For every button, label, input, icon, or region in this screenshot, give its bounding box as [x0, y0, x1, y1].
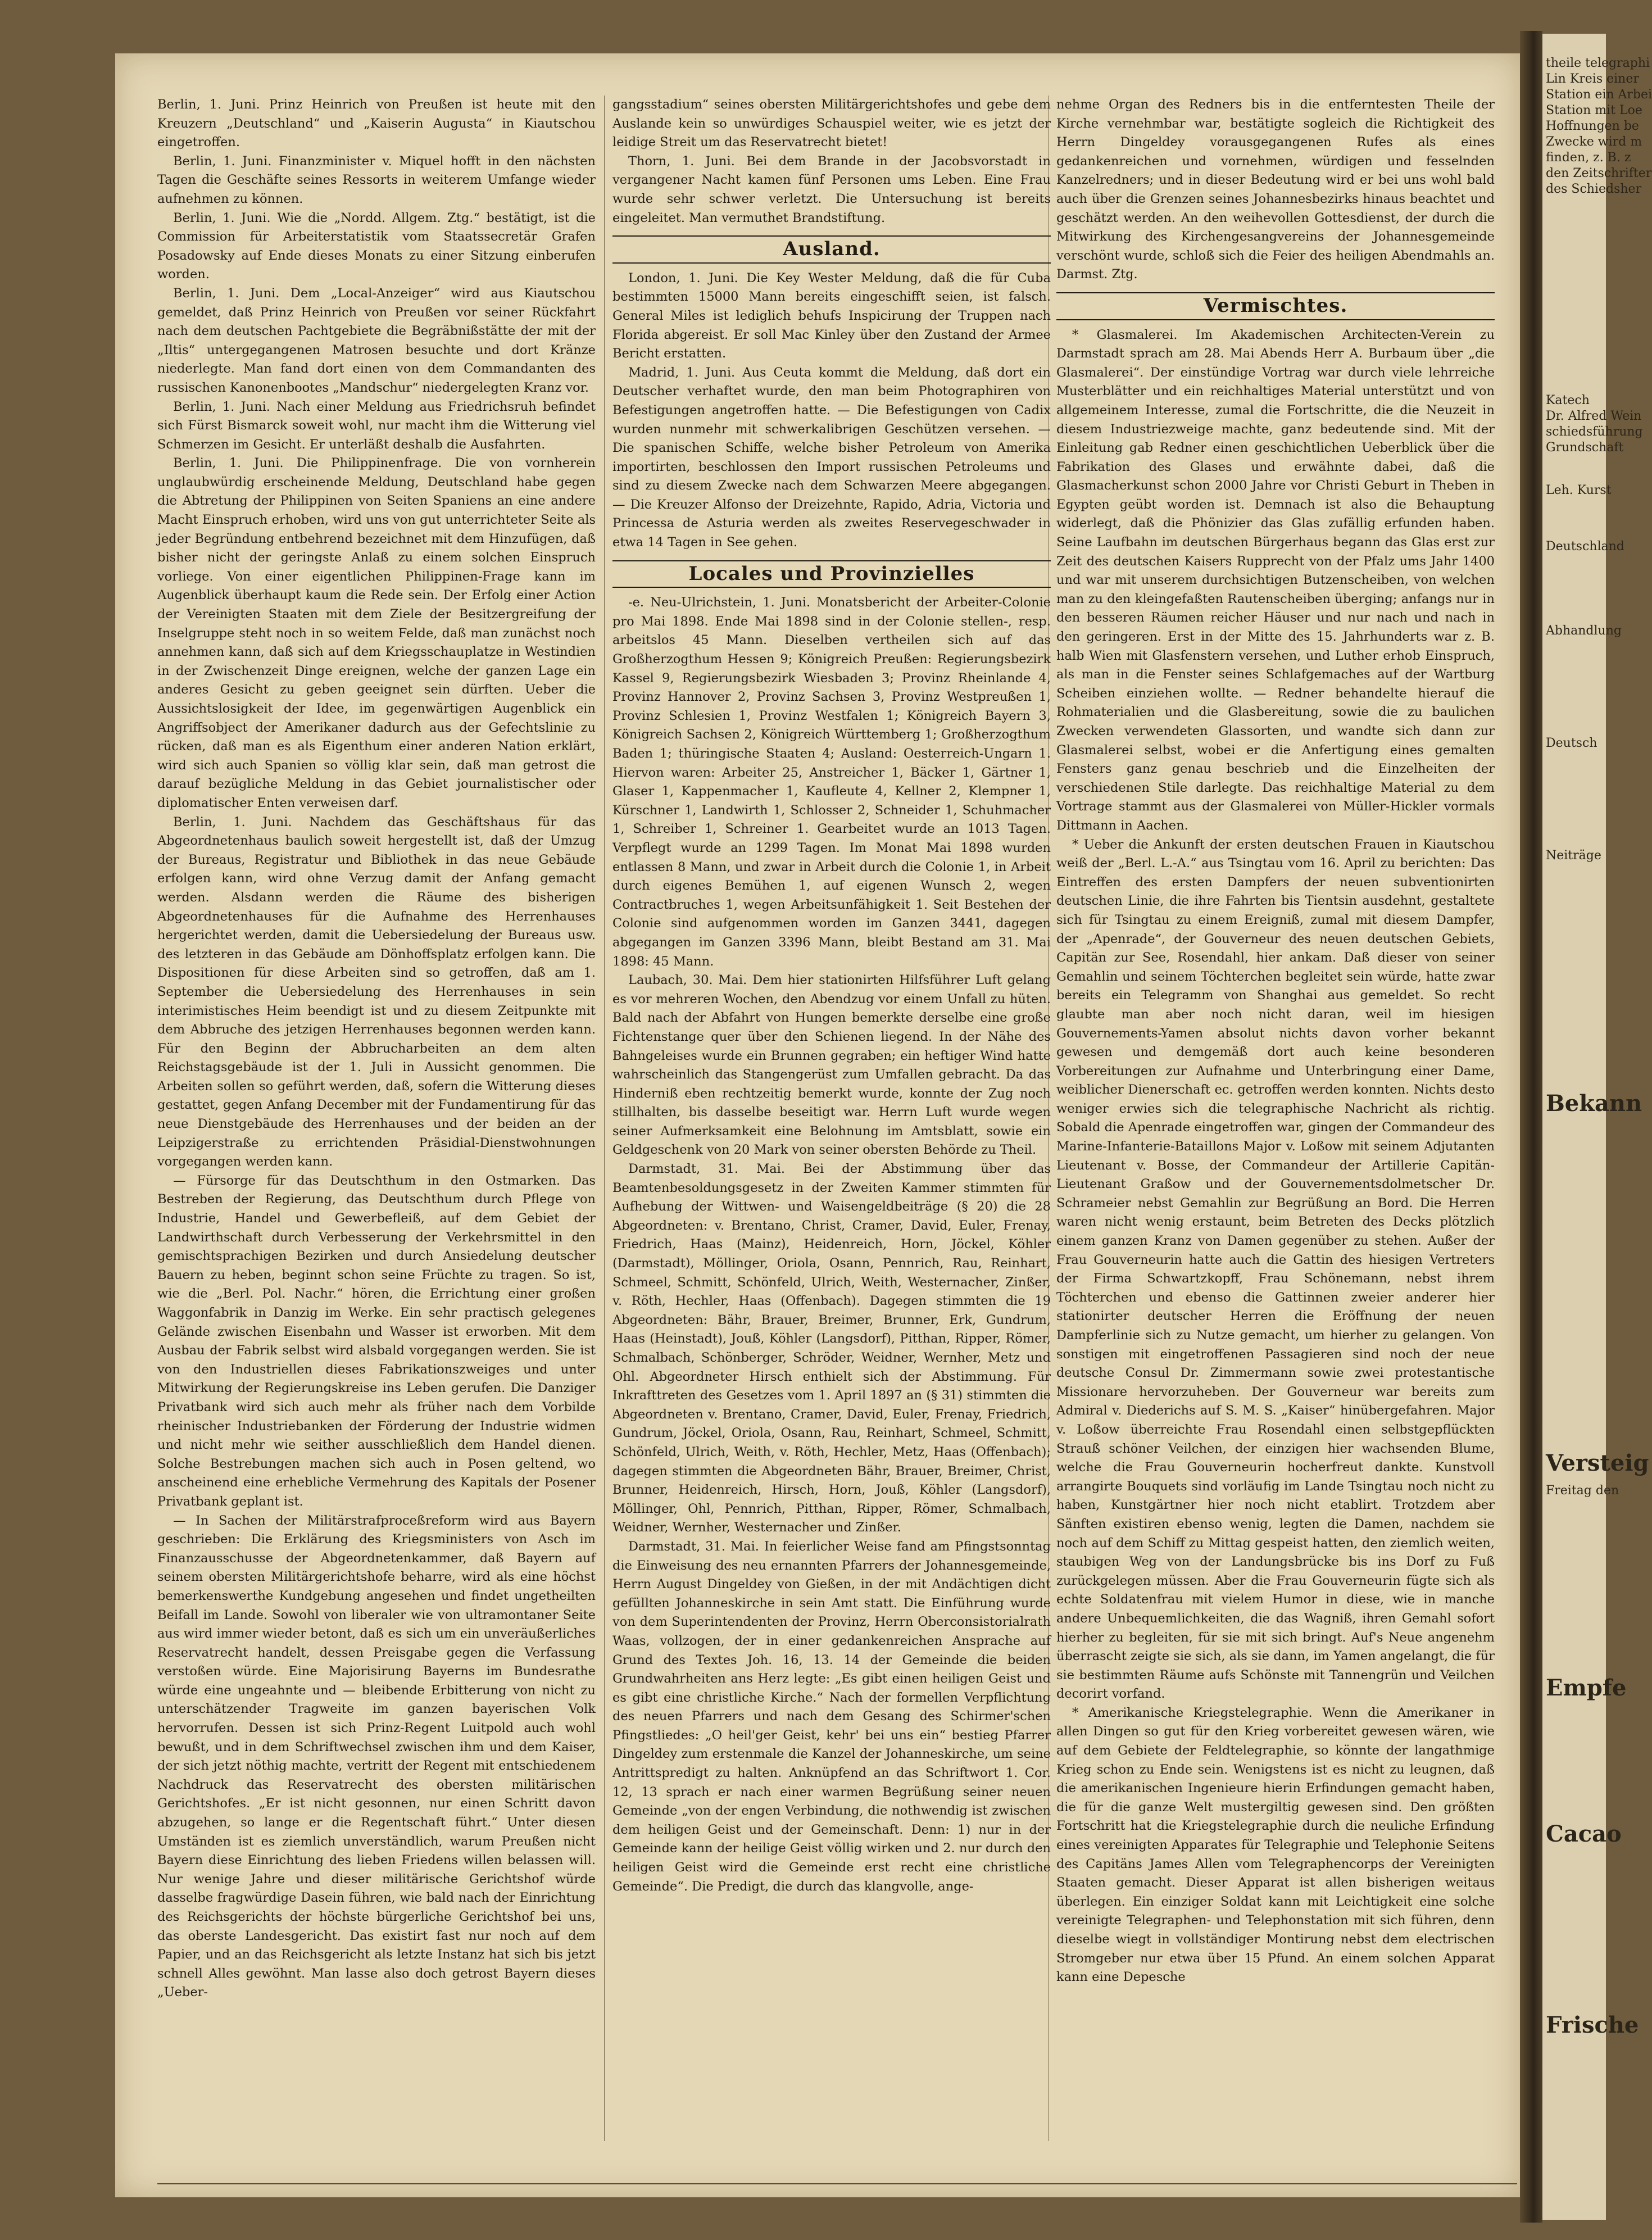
news-item: * Ueber die Ankunft der ersten deutschen Frauen in Kiautschou weiß der „Berl. L.-A.“ aus Tsingtau vom 16. April zu berichten: Das Eintreffen des ersten Dampfers der neuen subventionirten deutschen Linie, die ihre Fahrten bis Tientsin ausdehnt, gestaltete sich für Tsingtau zu einem Ereigniß, zumal mit diesem Dampfer, der „Apenrade“, der Gouverneur des neuen deutschen Gebiets, Capitän zur See, Rosendahl, hier ankam. Daß dieser von seiner Gemahlin und seinem Töchterchen begleitet sein würde, hatte zwar bereits ein Telegramm von Shanghai aus gemeldet. So recht glaubte man aber noch nicht daran, weil im hiesigen Gouvernements-Yamen absolut nichts davon vorher bekannt gewesen und demgemäß dort auch keine besonderen Vorbereitungen zur Aufnahme und Unterbringung einer Dame, weiblicher Dienerschaft ec. getroffen werden konnten. Nichts desto weniger erwies sich die telegraphische Nachricht als richtig. Sobald die Apenrade eingetroffen war, gingen der Commandeur des Marine-Infanterie-Bataillons Major v. Loßow mit seinem Adjutanten Lieutenant v. Bosse, der Commandeur der Artillerie Capitän-Lieutenant Graßow und der Gouvernementsdolmetscher Dr. Schrameier nebst Gemahlin zur Begrüßung an Bord. Die Herren waren nicht wenig erstaunt, beim Betreten des Decks plötzlich einem ganzen Kranz von Damen gegenüber zu stehen. Außer der Frau Gouverneurin hatte auch die Gattin des hiesigen Vertreters der Firma Schwartzkopff, Frau Schönemann, nebst ihrem Töchterchen und ebenso die Gattinnen zweier anderer hier stationirter deutscher Herren die Eröffnung der neuen Dampferlinie sich zu Nutze gemacht, um hierher zu gelangen. Von sonstigen mit eingetroffenen Passagieren sind noch der neue deutsche Consul Dr. Zimmermann sowie zwei protestantische Missionare hervorzuheben. Der Gouverneur war bereits zum Admiral v. Diederichs auf S. M. S. „Kaiser“ hinübergefahren. Major v. Loßow überreichte Frau Rosendahl einen selbstgepflückten Strauß schöner Veilchen, der einzigen hier wachsenden Blume, welche die Frau Gouverneurin hocherfreut dankte. Kunstvoll arrangirte Bouquets sind vorläufig im Lande Tsingtau noch nicht zu haben, Kunstgärtner hier noch nicht etablirt. Trotzdem aber Sänften existiren ebenso wenig, legten die Damen, nachdem sie noch auf dem Schiff zu Mittag gespeist hatten, den ziemlich weiten, staubigen Weg von der Landungsbrücke bis ins Dorf zu Fuß zurückgelegen müssen. Aber die Frau Gouverneurin fügte sich als echte Soldatenfrau mit vielem Humor in diese, wie in manche andere Unbequemlichkeiten, die das Wagniß, ihren Gemahl sofort hierher zu begleiten, für sie mit sich bringt. Auf's Neue angenehm überrascht zeigte sie sich, als sie dann, im Yamen angelangt, die für sie bestimmten Räume aufs Schönste mit Tannengrün und Veilchen decorirt vorfand.: [1056, 837, 1495, 1702]
edge-fragment: Abhandlung: [1546, 624, 1622, 638]
section-heading-locales: Locales und Provinzielles: [612, 560, 1051, 588]
edge-fragment: Station mit Loe: [1546, 103, 1642, 117]
news-item: * Glasmalerei. Im Akademischen Architecten-Verein zu Darmstadt sprach am 28. Mai Abends Herr A. Burbaum über „die Glasmalerei“. Der einstündige Vortrag war durch viele lehrreiche Musterblätter und ein reichhaltiges Material unterstützt und von allgemeinem Interesse, zumal die Fortschritte, die die Neuzeit in diesem Industriezweige machte, ganz bedeutende sind. Mit der Einleitung gab Redner einen geschichtlichen Ueberblick über die Fabrikation des Glases und erwähnte dabei, daß die Glasmacherkunst schon 2000 Jahre vor Christi Geburt in Theben in Egypten geübt worden ist. Demnach ist also die Behauptung widerlegt, daß die Phönizier das Glas zufällig erfunden haben. Seine Laufbahn im deutschen Bürgerhaus begann das Glas erst zur Zeit des deutschen Kaisers Rupprecht von der Pfalz ums Jahr 1400 und war mit unserem durchsichtigen Butzenscheiben, von welchen man zu den kleingefaßten Rautenscheiben überging; anfangs nur in den besseren Räumen reicher Häuser und nur nach und nach in den geringeren. Erst in der Mitte des 15. Jahrhunderts war z. B. halb Wien mit Glasfenstern versehen, und Luther erhob Einspruch, als man in die Fenster seines Schlafgemaches auf der Wartburg Scheiben einziehen wollte. — Redner behandelte hierauf die Rohmaterialien und die Glasbereitung, sowie die zu baulichen Zwecken verwendeten Glassorten, und wandte sich dann zur Glasmalerei selbst, wobei er die Anfertigung eines gemalten Fensters ganz genau beschrieb und die Einzelheiten der verschiedenen Stile darlegte. Das reichhaltige Material zu dem Vortrage stammt aus der Glasmalerei von Müller-Hickler vormals Dittmann in Aachen.: [1056, 327, 1495, 833]
column-3: [1056, 96, 1495, 2147]
edge-fragment: Freitag den: [1546, 1484, 1619, 1498]
edge-fragment: Grundschaft: [1546, 441, 1624, 455]
news-item: — Fürsorge für das Deutschthum in den Ostmarken. Das Bestreben der Regierung, das Deutschthum durch Pflege von Industrie, Handel und Gewerbefleiß, auf dem Gebiet der Landwirthschaft durch Verbesserung der Verkehrsmittel in den gemischtsprachigen Bezirken und durch Ansiedelung deutscher Bauern zu heben, beginnt schon seine Früchte zu tragen. So ist, wie die „Berl. Pol. Nachr.“ hören, die Errichtung einer großen Waggonfabrik in Danzig im Werke. Ein sehr practisch gelegenes Gelände zwischen Eisenbahn und Wasser ist erworben. Mit dem Ausbau der Fabrik selbst wird alsbald vorgegangen werden. Sie ist von den Industriellen dieses Fabrikationszweiges und unter Mitwirkung der Regierungskreise ins Leben gerufen. Die Danziger Privatbank wird sich auch mehr als früher nach dem Vorbilde rheinischer Industriebanken der Förderung der Industrie widmen und nicht mehr wie seither ausschließlich dem Handel dienen. Solche Bestrebungen machen sich auch in Posen geltend, wo anscheinend eine erhebliche Vermehrung des Kapitals der Posener Privatbank geplant ist.: [157, 1173, 596, 1509]
edge-fragment: Hoffnungen be: [1546, 119, 1639, 133]
edge-fragment: Zwecke wird m: [1546, 135, 1642, 149]
news-item: Madrid, 1. Juni. Aus Ceuta kommt die Meldung, daß dort ein Deutscher verhaftet wurde, den man beim Photographiren von Befestigungen angetroffen hatte. — Die Befestigungen von Cadix wurden nunmehr mit schwerkalibrigen Geschützen versehen. — Die spanischen Schiffe, welche bisher Petroleum von Amerika importirten, beschlossen den Import russischen Petroleums und sind zu diesem Zwecke nach dem Schwarzen Meere abgegangen. — Die Kreuzer Alfonso der Dreizehnte, Rapido, Adria, Victoria und Princessa de Asturia werden als zweites Reservegeschwader in etwa 14 Tagen in See gehen.: [612, 365, 1051, 550]
edge-fragment: Deutschland: [1546, 539, 1624, 554]
section-heading-vermischtes: Vermischtes.: [1056, 292, 1495, 320]
edge-fragment: Empfe: [1546, 1675, 1627, 1701]
edge-fragment: den Zeitschrifter: [1546, 166, 1652, 180]
column-rule: [604, 96, 605, 2141]
news-item: Berlin, 1. Juni. Finanzminister v. Miquel hofft in den nächsten Tagen die Geschäfte seines Ressorts in weiterem Umfange wieder aufnehmen zu können.: [157, 153, 596, 206]
edge-fragment: Frische: [1546, 2012, 1639, 2038]
news-item: Laubach, 30. Mai. Dem hier stationirten Hilfsführer Luft gelang es vor mehreren Wochen, den Abendzug vor einem Unfall zu hüten. Bald nach der Abfahrt von Hungen bemerkte derselbe eine große Fichtenstange quer über den Schienen liegend. In der Nähe des Bahngeleises wurde ein Brunnen gegraben; ein heftiger Wind hatte wahrscheinlich das Stangengerüst zum Umfallen gebracht. Da das Hinderniß eben rechtzeitig bemerkt wurde, konnte der Zug noch stillhalten, bis dasselbe beseitigt war. Herrn Luft wurde wegen seiner Aufmerksamkeit eine Belohnung im Amtsblatt, sowie ein Geldgeschenk von 20 Mark von seiner obersten Behörde zu Theil.: [612, 973, 1051, 1158]
column-2: [612, 96, 1051, 2147]
edge-fragment: Bekann: [1546, 1090, 1642, 1117]
news-item: London, 1. Juni. Die Key Wester Meldung, daß die für Cuba bestimmten 15000 Mann bereits eingeschifft seien, ist falsch. General Miles ist lediglich behufs Inspicirung der Truppen nach Florida abgereist. Er soll Mac Kinley über den Zustand der Armee Bericht erstatten.: [612, 270, 1051, 361]
news-item: nehme Organ des Redners bis in die entferntesten Theile der Kirche vernehmbar war, bestätigte sogleich die Richtigkeit des Herrn Dingeldey vorausgegangenen Rufes als eines gedankenreichen und vornehmen, würdigen und fesselnden Kanzelredners; und in dieser Bedeutung wird er bei uns wohl bald auch über die Grenzen seines Johannesbezirks hinaus beachtet und geschätzt werden. An den weihevollen Gottesdienst, der durch die Mitwirkung des Kirchengesangvereins der Johannesgemeinde verschönt wurde, schloß sich die Feier des heiligen Abendmahls an. Darmst. Ztg.: [1056, 97, 1495, 282]
edge-fragment: Katech: [1546, 393, 1590, 407]
edge-fragment: finden, z. B. z: [1546, 151, 1631, 165]
edge-fragment: Versteig: [1546, 1450, 1649, 1476]
edge-fragment: Neiträge: [1546, 849, 1601, 863]
news-item: Darmstadt, 31. Mai. Bei der Abstimmung über das Beamtenbesoldungsgesetz in der Zweiten Kammer stimmten für Aufhebung der Wittwen- und Waisengeldbeiträge (§ 20) die 28 Abgeordneten: v. Brentano, Christ, Cramer, David, Euler, Frenay, Friedrich, Haas (Mainz), Heidenreich, Horn, Jöckel, Köhler (Darmstadt), Möllinger, Oriola, Osann, Pennrich, Rau, Reinhart, Schmeel, Schmitt, Schönfeld, Ulrich, Weith, Westernacher, Zinßer, v. Röth, Hechler, Haas (Offenbach). Dagegen stimmten die 19 Abgeordneten: Bähr, Brauer, Breimer, Brunner, Erk, Gundrum, Haas (Heinstadt), Jouß, Köhler (Langsdorf), Pitthan, Ripper, Römer, Schmalbach, Schönberger, Schröder, Weidner, Wernher, Metz und Ohl. Abgeordneter Hirsch enthielt sich der Abstimmung. Für Inkrafttreten des Gesetzes vom 1. April 1897 an (§ 31) stimmten die Abgeordneten v. Brentano, Cramer, David, Euler, Frenay, Friedrich, Gundrum, Jöckel, Oriola, Osann, Rau, Reinhart, Schmeel, Schmitt, Schönfeld, Ulrich, Weith, v. Röth, Hechler, Metz, Haas (Offenbach); dagegen stimmten die Abgeordneten Bähr, Brauer, Breimer, Christ, Brunner, Heidenreich, Hirsch, Horn, Jouß, Köhler (Langsdorf), Möllinger, Ohl, Pennrich, Pitthan, Ripper, Römer, Schmalbach, Weidner, Wernher, Westernacher und Zinßer.: [612, 1162, 1051, 1535]
news-item: * Amerikanische Kriegstelegraphie. Wenn die Amerikaner in allen Dingen so gut für den Krieg vorbereitet gewesen wären, wie auf dem Gebiete der Feldtelegraphie, so könnte der langathmige Krieg schon zu Ende sein. Wenigstens ist es nicht zu leugnen, daß die amerikanischen Ingenieure hierin Erfindungen gemacht haben, die für die ganze Welt mustergiltig gewesen sind. Den größten Fortschritt hat die Kriegstelegraphie durch die neuliche Erfindung eines vereinigten Apparates für Telegraphie und Telephonie Seitens des Capitäns James Allen vom Telegraphencorps der Vereinigten Staaten gemacht. Dieser Apparat ist allen bisherigen weitaus überlegen. Ein einziger Soldat kann mit Leichtigkeit eine solche vereinigte Telegraphen- und Telephonstation mit sich führen, denn dieselbe wiegt in vollständiger Montirung nebst dem electrischen Stromgeber nur etwa über 15 Pfund. An einem solchen Apparat kann eine Depesche: [1056, 1705, 1495, 1985]
news-item: — In Sachen der Militärstrafproceßreform wird aus Bayern geschrieben: Die Erklärung des Kriegsministers von Asch im Finanzausschusse der Abgeordnetenkammer, daß Bayern auf seinem obersten Militärgerichtshofe beharre, wird als eine höchst bemerkenswerthe Kundgebung angesehen und findet ungetheilten Beifall im Lande. Sowohl von liberaler wie von ultramontaner Seite aus wird immer wieder betont, daß es sich um ein unveräußerliches Reservatrecht handelt, dessen Preisgabe gegen die Verfassung verstoßen würde. Eine Majorisirung Bayerns im Bundesrathe würde eine ungeahnte und — bleibende Erbitterung von nicht zu unterschätzender Tragweite im ganzen bayerischen Volk hervorrufen. Dessen ist sich Prinz-Regent Luitpold auch wohl bewußt, und in dem Schriftwechsel zwischen ihm und dem Kaiser, der sich jetzt nöthig machte, vertritt der Regent mit entschiedenem Nachdruck das Reservatrecht des obersten militärischen Gerichtshofes. „Er ist nicht gesonnen, nur einen Schritt davon abzugehen, so lange er die Regentschaft führt.“ Unter diesen Umständen ist es ziemlich unverständlich, warum Preußen nicht Bayern diese Einrichtung des lieben Friedens willen belassen will. Nur wenige Jahre und dieser militärische Gerichtshof würde dasselbe fragwürdige Dasein führen, wie bald nach der Einrichtung des Reichsgerichts der höchste bürgerliche Gerichtshof bei uns, das oberste Landesgericht. Das existirt fast nur noch auf dem Papier, und an das Reichsgericht als letzte Instanz hat sich bis jetzt schnell Alles gewöhnt. Man lasse also doch getrost Bayern dieses „Ueber-: [157, 1513, 596, 2000]
edge-fragment: Dr. Alfred Wein: [1546, 409, 1642, 423]
book-gutter: [1520, 31, 1542, 2223]
edge-fragment: Deutsch: [1546, 736, 1597, 750]
news-item: Berlin, 1. Juni. Die Philippinenfrage. Die von vornherein unglaubwürdig erscheinende Meldung, Deutschland habe gegen die Abtretung der Philippinen von Seiten Spaniens an eine andere Macht Einspruch erhoben, wird uns von gut unterrichteter Seite als jeder Begründung entbehrend bezeichnet mit dem Hinzufügen, daß bisher nicht der geringste Anlaß zu einem solchen Einspruch vorliege. Von einer eigentlichen Philippinen-Frage kann im Augenblick überhaupt kaum die Rede sein. Der Erfolg einer Action der Vereinigten Staaten mit dem Ziele der Besitzergreifung der Inselgruppe steht noch in so weitem Felde, daß man zunächst noch annehmen kann, daß sich auf dem Kriegsschauplatze in Westindien in der Zwischenzeit Dinge ereignen, welche der ganzen Lage ein anderes Gesicht zu geben geeignet sein dürften. Ueber die Aussichtslosigkeit der Idee, im gegenwärtigen Augenblick ein Angriffsobject der Amerikaner dadurch aus der Gefechtslinie zu rücken, daß man es als Eigenthum einer anderen Nation erklärt, wird sich auch Spanien so völlig klar sein, daß man getrost die darauf bezügliche Meldung in das Gebiet journalistischer oder diplomatischer Enten verweisen darf.: [157, 456, 596, 810]
news-item: Berlin, 1. Juni. Wie die „Nordd. Allgem. Ztg.“ bestätigt, ist die Commission für Arbeiterstatistik vom Staatssecretär Grafen Posadowsky auf Ende dieses Monats zu einer Sitzung einberufen worden.: [157, 210, 596, 282]
news-item: Berlin, 1. Juni. Nachdem das Geschäftshaus für das Abgeordnetenhaus baulich soweit hergestellt ist, daß der Umzug der Bureaus, Registratur und Bibliothek in das neue Gebäude erfolgen kann, wird ohne Verzug damit der Anfang gemacht werden. Alsdann werden die Räume des bisherigen Abgeordnetenhauses für die Aufnahme des Herrenhauses hergerichtet werden, damit die Uebersiedelung der Bureaus usw. des letzteren in das Gebäude am Dönhoffsplatz erfolgen kann. Die Dispositionen für diese Arbeiten sind so getroffen, daß am 1. September die Uebersiedelung des Herrenhauses in sein interimistisches Heim beendigt ist und zu diesem Zeitpunkte mit dem Abbruche des jetzigen Herrenhauses begonnen werden kann. Für den Beginn der Abbrucharbeiten an dem alten Reichstagsgebäude ist der 1. Juli in Aussicht genommen. Die Arbeiten sollen so geführt werden, daß, sofern die Witterung dieses gestattet, gegen Anfang December mit der Fundamentirung für das neue Dienstgebäude des Herrenhauses und der beiden an der Leipzigerstraße zu errichtenden Präsidial-Dienstwohnungen vorgegangen werden kann.: [157, 814, 596, 1169]
adjacent-page-edge: [1542, 34, 1652, 2220]
news-item: Berlin, 1. Juni. Nach einer Meldung aus Friedrichsruh befindet sich Fürst Bismarck soweit wohl, nur macht ihm die Witterung viel Schmerzen im Gesicht. Er unterläßt deshalb die Ausfahrten.: [157, 399, 596, 452]
news-item: Berlin, 1. Juni. Prinz Heinrich von Preußen ist heute mit den Kreuzern „Deutschland“ und „Kaiserin Augusta“ in Kiautschou eingetroffen.: [157, 97, 596, 150]
edge-fragment: Lin Kreis einer: [1546, 72, 1639, 86]
news-item: Darmstadt, 31. Mai. In feierlicher Weise fand am Pfingstsonntag die Einweisung des neu ernannten Pfarrers der Johannesgemeinde, Herrn August Dingeldey von Gießen, in der mit Andächtigen dicht gefüllten Johanneskirche in sein Amt statt. Die Einführung wurde von dem Superintendenten der Provinz, Herrn Oberconsistorialrath Waas, vollzogen, der in einer gedankenreichen Ansprache auf Grund des Textes Joh. 16, 13. 14 der Gemeinde die beiden Grundwahrheiten ans Herz legte: „Es gibt einen heiligen Geist und es gibt eine christliche Kirche.“ Nach der formellen Verpflichtung des neuen Pfarrers und nach dem Gesang des Schirmer'schen Pfingstliedes: „O heil'ger Geist, kehr' bei uns ein“ bestieg Pfarrer Dingeldey zum erstenmale die Kanzel der Johanneskirche, um seine Antrittspredigt zu halten. Anknüpfend an das Schriftwort 1. Cor. 12, 13 sprach er nach einer warmen Begrüßung seiner neuen Gemeinde „von der engen Verbindung, die nothwendig ist zwischen dem heiligen Geist und der Gemeinschaft. Denn: 1) nur in der Gemeinde kann der heilige Geist völlig wirken und 2. nur durch den heiligen Geist wird die Gemeinde erst recht eine christliche Gemeinde“. Die Predigt, die durch das klangvolle, ange-: [612, 1539, 1051, 1894]
edge-fragment: Leh. Kurst: [1546, 483, 1612, 497]
edge-fragment: des Schiedsher: [1546, 182, 1642, 196]
edge-fragment: theile telegraphi: [1546, 56, 1650, 70]
edge-fragment: Station ein Arbei: [1546, 88, 1652, 102]
section-heading-ausland: Ausland.: [612, 235, 1051, 264]
news-item: -e. Neu-Ulrichstein, 1. Juni. Monatsbericht der Arbeiter-Colonie pro Mai 1898. Ende Mai 1898 sind in der Colonie stellen-, resp. arbeitslos 45 Mann. Dieselben vertheilen sich auf das Großherzogthum Hessen 9; Königreich Preußen: Regierungsbezirk Kassel 9, Regierungsbezirk Wiesbaden 3; Provinz Rheinlande 4, Provinz Hannover 2, Provinz Sachsen 3, Provinz Westpreußen 1, Provinz Schlesien 1, Provinz Westfalen 1; Königreich Bayern 3, Königreich Sachsen 2, Königreich Württemberg 1; Großherzogthum Baden 1; thüringische Staaten 4; Ausland: Oesterreich-Ungarn 1. Hiervon waren: Arbeiter 25, Anstreicher 1, Bäcker 1, Gärtner 1, Glaser 1, Kappenmacher 1, Kaufleute 4, Kellner 2, Klempner 1, Kürschner 1, Landwirth 1, Schlosser 2, Schneider 1, Schuhmacher 1, Schreiber 1, Schreiner 1. Gearbeitet wurde an 1013 Tagen. Verpflegt wurde an 1299 Tagen. Im Monat Mai 1898 wurden entlassen 8 Mann, und zwar in Arbeit durch die Colonie 1, in Arbeit durch eigenes Bemühen 1, auf eigenen Wunsch 2, wegen Contractbruches 1, wegen Arbeitsunfähigkeit 1. Seit Bestehen der Colonie sind aufgenommen worden im Ganzen 3441, dagegen abgegangen im Ganzen 3396 Mann, bleibt Bestand am 31. Mai 1898: 45 Mann.: [612, 595, 1051, 969]
news-item: gangsstadium“ seines obersten Militärgerichtshofes und gebe dem Auslande kein so unwürdiges Schauspiel weiter, wie es jetzt der leidige Streit um das Reservatrecht bietet!: [612, 97, 1051, 150]
column-1: [157, 96, 596, 2147]
edge-fragment: Cacao: [1546, 1821, 1622, 1847]
news-item: Berlin, 1. Juni. Dem „Local-Anzeiger“ wird aus Kiautschou gemeldet, daß Prinz Heinrich von Preußen vor seiner Rückfahrt nach dem deutschen Pachtgebiete die Begräbnißstätte der mit der „Iltis“ untergegangenen Matrosen besuchte und dort Kränze niederlegte. Man fand dort einen von dem Commandanten des russischen Kanonenbootes „Mandschur“ niedergelegten Kranz vor.: [157, 285, 596, 395]
edge-fragment: schiedsführung: [1546, 425, 1643, 439]
page-bottom-rule: [157, 2183, 1517, 2184]
news-item: Thorn, 1. Juni. Bei dem Brande in der Jacobsvorstadt in vergangener Nacht kamen fünf Personen ums Leben. Eine Frau wurde sehr schwer verletzt. Die Untersuchung ist bereits eingeleitet. Man vermuthet Brandstiftung.: [612, 153, 1051, 225]
